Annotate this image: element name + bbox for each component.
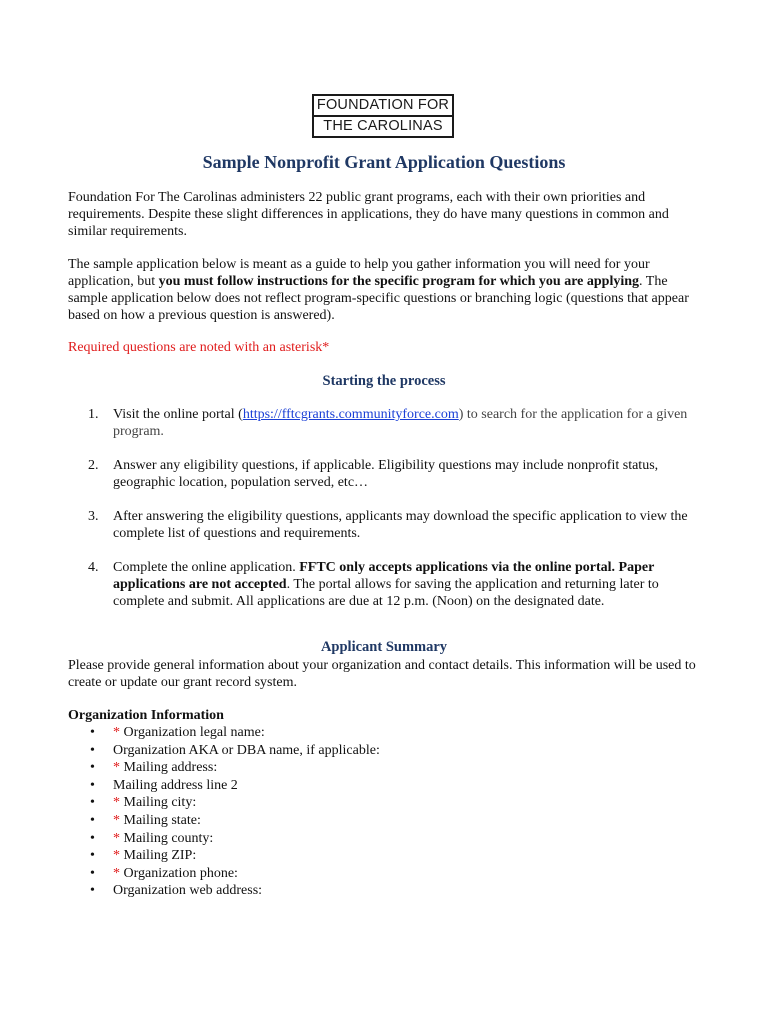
page-title: Sample Nonprofit Grant Application Questions <box>202 152 566 172</box>
bullet: • <box>90 883 95 899</box>
list-item <box>90 847 380 865</box>
list-item <box>90 865 380 883</box>
step-number: 4. <box>88 560 99 575</box>
list-item <box>90 759 380 777</box>
logo-line-2: THE CAROLINAS <box>323 118 443 134</box>
intro-p2-start: The sample application below is meant as a guide to help you gather information you will need for your application, but <box>68 257 650 289</box>
required-note: Required questions are noted with an asterisk* <box>68 340 330 355</box>
step-4-text-after: . The portal allows for saving the application and returning later to complete and submit. All applications are due at 12 p.m. (Noon) on the designated date. <box>113 577 659 609</box>
required-asterisk: * <box>113 760 124 776</box>
process-step-2 <box>88 457 698 491</box>
bullet: • <box>90 742 95 758</box>
field-label: Organization AKA or DBA name, if applicable: <box>113 742 380 758</box>
list-item <box>90 794 380 812</box>
field-label: Mailing state: <box>123 812 201 828</box>
process-steps-list <box>88 406 698 627</box>
field-label: Mailing city: <box>123 795 197 811</box>
logo-line-1: FOUNDATION FOR <box>314 96 452 117</box>
foundation-logo <box>312 94 454 138</box>
list-item <box>90 812 380 830</box>
field-label: Organization web address: <box>113 883 263 899</box>
organization-fields-list <box>90 724 380 900</box>
bullet: • <box>90 848 95 864</box>
list-item <box>90 742 380 760</box>
step-2-text: Answer any eligibility questions, if applicable. Eligibility questions may include nonprofit status, geographic location, population served, etc… <box>113 458 659 490</box>
bullet: • <box>90 865 95 881</box>
intro-paragraph-2 <box>68 256 708 324</box>
bullet: • <box>90 830 95 846</box>
intro-paragraph-1: Foundation For The Carolinas administers 22 public grant programs, each with their own priorities and requirements. Despite these slight differences in applications, they do have many questions in common and similar requirements. <box>68 190 669 239</box>
applicant-summary-heading: Applicant Summary <box>320 639 448 655</box>
step-1-text-before: Visit the online portal ( <box>113 407 243 422</box>
step-number: 1. <box>88 407 99 422</box>
field-label: Mailing county: <box>123 830 214 846</box>
list-item <box>90 882 380 900</box>
required-asterisk: * <box>113 725 124 740</box>
bullet: • <box>90 812 95 828</box>
step-1-text-after: ) to search for the application for a given program. <box>113 407 688 439</box>
bullet: • <box>90 795 95 811</box>
step-4-text-bold: FFTC only accepts applications via the online portal. Paper applications are not accepted <box>113 560 655 592</box>
required-asterisk: * <box>113 848 124 864</box>
organization-information-heading: Organization Information <box>68 708 224 723</box>
required-asterisk: * <box>113 830 124 846</box>
bullet: • <box>90 777 95 793</box>
bullet: • <box>90 725 95 740</box>
process-step-3 <box>88 508 698 542</box>
field-label: Mailing address line 2 <box>113 777 238 793</box>
list-item <box>90 830 380 848</box>
required-asterisk: * <box>113 865 124 881</box>
list-item <box>90 724 380 742</box>
portal-link[interactable]: https://fftcgrants.communityforce.com <box>242 407 459 422</box>
step-3-text: After answering the eligibility questions, applicants may download the specific application to view the complete list of questions and requirements. <box>113 509 688 541</box>
field-label: Organization legal name: <box>123 725 265 740</box>
field-label: Mailing ZIP: <box>123 848 197 864</box>
field-label: Organization phone: <box>123 865 238 881</box>
process-step-4 <box>88 559 698 610</box>
required-asterisk: * <box>113 812 124 828</box>
starting-process-heading: Starting the process <box>322 373 446 389</box>
step-4-text-before: Complete the online application. <box>113 560 300 575</box>
process-step-1 <box>88 406 698 440</box>
intro-p2-end: . The sample application below does not reflect program-specific questions or branching logic (questions that appear based on how a previous question is answered). <box>68 274 689 323</box>
required-asterisk: * <box>113 795 124 811</box>
field-label: Mailing address: <box>123 760 218 776</box>
step-number: 3. <box>88 509 99 524</box>
list-item <box>90 777 380 795</box>
step-number: 2. <box>88 458 99 473</box>
bullet: • <box>90 760 95 776</box>
intro-p2-bold: you must follow instructions for the specific program for which you are applying <box>158 274 640 289</box>
applicant-summary-text: Please provide general information about your organization and contact details. This information will be used to create or update our grant record system. <box>68 658 696 690</box>
